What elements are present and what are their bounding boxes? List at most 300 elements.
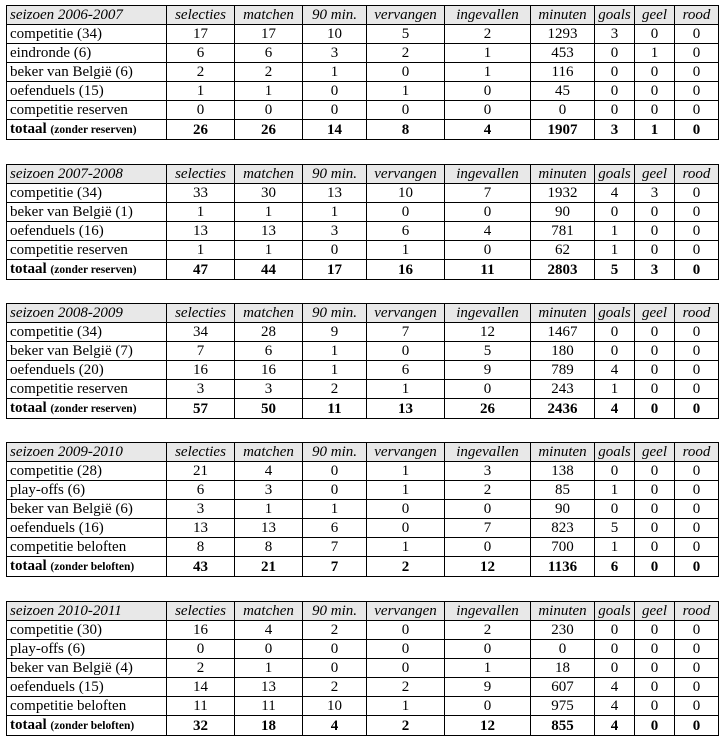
table-cell: 1 xyxy=(595,380,635,399)
table-cell: 1 xyxy=(235,659,303,678)
table-cell: 1 xyxy=(235,203,303,222)
table-cell: 5 xyxy=(445,342,531,361)
total-cell: 4 xyxy=(303,716,367,736)
table-cell: 0 xyxy=(367,500,445,519)
table-row xyxy=(7,481,719,500)
season-table xyxy=(6,601,719,736)
table-cell: 1 xyxy=(445,63,531,82)
table-cell: 0 xyxy=(635,462,675,481)
row-label: competitie (34) xyxy=(7,184,167,203)
table-row xyxy=(7,500,719,519)
table-cell: 5 xyxy=(595,519,635,538)
table-cell: 453 xyxy=(531,44,595,63)
total-cell: 47 xyxy=(167,260,235,280)
table-cell: 0 xyxy=(675,101,719,120)
table-cell: 0 xyxy=(235,101,303,120)
row-label: beker van België (1) xyxy=(7,203,167,222)
table-cell: 2 xyxy=(167,659,235,678)
column-header: minuten xyxy=(531,6,595,25)
total-cell: 8 xyxy=(367,120,445,140)
table-cell: 0 xyxy=(675,380,719,399)
column-header: 90 min. xyxy=(303,165,367,184)
total-cell: 16 xyxy=(367,260,445,280)
table-cell: 0 xyxy=(635,697,675,716)
table-cell: 781 xyxy=(531,222,595,241)
total-row xyxy=(7,557,719,577)
table-cell: 14 xyxy=(167,678,235,697)
table-cell: 0 xyxy=(635,82,675,101)
table-cell: 0 xyxy=(675,500,719,519)
table-cell: 0 xyxy=(635,203,675,222)
table-cell: 3 xyxy=(595,25,635,44)
season-header-row xyxy=(7,6,719,25)
row-label: oefenduels (15) xyxy=(7,678,167,697)
column-header: minuten xyxy=(531,443,595,462)
table-cell: 0 xyxy=(445,538,531,557)
total-label-cell xyxy=(7,716,167,736)
table-cell: 0 xyxy=(635,640,675,659)
table-cell: 1 xyxy=(167,82,235,101)
column-header: rood xyxy=(675,443,719,462)
table-cell: 16 xyxy=(167,361,235,380)
table-cell: 0 xyxy=(595,323,635,342)
table-cell: 0 xyxy=(635,519,675,538)
table-cell: 2 xyxy=(303,621,367,640)
table-cell: 0 xyxy=(595,659,635,678)
column-header: minuten xyxy=(531,602,595,621)
table-cell: 6 xyxy=(167,44,235,63)
total-cell: 5 xyxy=(595,260,635,280)
table-cell: 8 xyxy=(235,538,303,557)
table-cell: 180 xyxy=(531,342,595,361)
column-header: selecties xyxy=(167,602,235,621)
table-cell: 0 xyxy=(635,63,675,82)
table-cell: 6 xyxy=(235,44,303,63)
table-cell: 7 xyxy=(167,342,235,361)
season-title: seizoen 2010-2011 xyxy=(7,602,167,621)
total-cell: 4 xyxy=(595,716,635,736)
table-cell: 823 xyxy=(531,519,595,538)
column-header: vervangen xyxy=(367,165,445,184)
table-cell: 0 xyxy=(595,462,635,481)
season-table xyxy=(6,164,719,280)
table-cell: 0 xyxy=(675,222,719,241)
table-cell: 0 xyxy=(675,361,719,380)
table-row xyxy=(7,659,719,678)
table-row xyxy=(7,203,719,222)
table-cell: 789 xyxy=(531,361,595,380)
table-cell: 230 xyxy=(531,621,595,640)
table-cell: 0 xyxy=(445,82,531,101)
column-header: geel xyxy=(635,443,675,462)
table-cell: 0 xyxy=(531,101,595,120)
table-cell: 0 xyxy=(595,500,635,519)
total-cell: 7 xyxy=(303,557,367,577)
total-cell: 11 xyxy=(303,399,367,419)
table-cell: 30 xyxy=(235,184,303,203)
column-header: vervangen xyxy=(367,443,445,462)
column-header: geel xyxy=(635,304,675,323)
table-cell: 4 xyxy=(595,361,635,380)
table-cell: 0 xyxy=(675,697,719,716)
table-cell: 1 xyxy=(367,82,445,101)
row-label: beker van België (7) xyxy=(7,342,167,361)
column-header: 90 min. xyxy=(303,304,367,323)
table-cell: 0 xyxy=(303,82,367,101)
total-label-cell xyxy=(7,557,167,577)
table-cell: 0 xyxy=(445,640,531,659)
table-cell: 0 xyxy=(675,203,719,222)
table-cell: 13 xyxy=(167,519,235,538)
column-header: matchen xyxy=(235,443,303,462)
table-cell: 4 xyxy=(235,462,303,481)
table-cell: 0 xyxy=(445,697,531,716)
total-label-cell xyxy=(7,260,167,280)
total-label: totaal xyxy=(10,558,47,574)
table-cell: 0 xyxy=(367,659,445,678)
table-cell: 0 xyxy=(635,101,675,120)
table-cell: 0 xyxy=(675,44,719,63)
table-cell: 0 xyxy=(595,63,635,82)
table-cell: 85 xyxy=(531,481,595,500)
total-cell: 6 xyxy=(595,557,635,577)
total-cell: 2803 xyxy=(531,260,595,280)
total-cell: 4 xyxy=(595,399,635,419)
total-cell: 2 xyxy=(367,716,445,736)
column-header: rood xyxy=(675,602,719,621)
table-cell: 0 xyxy=(367,621,445,640)
table-cell: 0 xyxy=(445,203,531,222)
table-cell: 1 xyxy=(367,481,445,500)
total-cell: 50 xyxy=(235,399,303,419)
table-cell: 6 xyxy=(367,222,445,241)
table-cell: 2 xyxy=(235,63,303,82)
season-title: seizoen 2006-2007 xyxy=(7,6,167,25)
table-cell: 6 xyxy=(367,361,445,380)
table-cell: 0 xyxy=(595,342,635,361)
column-header: goals xyxy=(595,602,635,621)
table-cell: 10 xyxy=(303,25,367,44)
table-cell: 6 xyxy=(235,342,303,361)
column-header: matchen xyxy=(235,165,303,184)
column-header: minuten xyxy=(531,165,595,184)
season-header-row xyxy=(7,165,719,184)
table-cell: 4 xyxy=(445,222,531,241)
table-cell: 0 xyxy=(445,241,531,260)
table-cell: 0 xyxy=(303,481,367,500)
season-header-row xyxy=(7,304,719,323)
season-table xyxy=(6,442,719,577)
table-cell: 7 xyxy=(367,323,445,342)
column-header: rood xyxy=(675,304,719,323)
total-cell: 0 xyxy=(675,399,719,419)
table-cell: 34 xyxy=(167,323,235,342)
table-cell: 11 xyxy=(235,697,303,716)
total-cell: 44 xyxy=(235,260,303,280)
table-row xyxy=(7,323,719,342)
table-cell: 0 xyxy=(235,640,303,659)
total-cell: 14 xyxy=(303,120,367,140)
table-cell: 0 xyxy=(595,621,635,640)
table-cell: 0 xyxy=(635,380,675,399)
column-header: goals xyxy=(595,443,635,462)
column-header: selecties xyxy=(167,304,235,323)
table-row xyxy=(7,82,719,101)
table-cell: 13 xyxy=(167,222,235,241)
total-cell: 18 xyxy=(235,716,303,736)
table-cell: 90 xyxy=(531,203,595,222)
table-cell: 0 xyxy=(675,342,719,361)
table-cell: 0 xyxy=(367,519,445,538)
table-cell: 7 xyxy=(303,538,367,557)
table-cell: 0 xyxy=(675,640,719,659)
row-label: competitie reserven xyxy=(7,241,167,260)
table-cell: 13 xyxy=(235,519,303,538)
table-cell: 16 xyxy=(235,361,303,380)
season-header-row xyxy=(7,602,719,621)
table-cell: 2 xyxy=(445,25,531,44)
table-row xyxy=(7,538,719,557)
table-cell: 5 xyxy=(367,25,445,44)
table-cell: 0 xyxy=(595,82,635,101)
table-cell: 0 xyxy=(675,184,719,203)
table-cell: 243 xyxy=(531,380,595,399)
table-cell: 0 xyxy=(675,462,719,481)
table-row xyxy=(7,222,719,241)
table-cell: 1 xyxy=(445,659,531,678)
table-cell: 0 xyxy=(675,519,719,538)
table-cell: 0 xyxy=(167,101,235,120)
table-cell: 0 xyxy=(595,101,635,120)
total-label: totaal xyxy=(10,717,47,733)
table-cell: 0 xyxy=(675,659,719,678)
row-label: competitie reserven xyxy=(7,380,167,399)
total-cell: 32 xyxy=(167,716,235,736)
table-cell: 0 xyxy=(635,25,675,44)
total-cell: 1136 xyxy=(531,557,595,577)
total-label-cell xyxy=(7,120,167,140)
table-cell: 0 xyxy=(367,342,445,361)
table-cell: 0 xyxy=(595,203,635,222)
table-cell: 3 xyxy=(235,380,303,399)
table-cell: 0 xyxy=(303,101,367,120)
row-label: eindronde (6) xyxy=(7,44,167,63)
season-header-row xyxy=(7,443,719,462)
table-row xyxy=(7,184,719,203)
table-cell: 0 xyxy=(675,678,719,697)
column-header: rood xyxy=(675,6,719,25)
column-header: geel xyxy=(635,602,675,621)
table-row xyxy=(7,640,719,659)
total-cell: 13 xyxy=(367,399,445,419)
table-cell: 33 xyxy=(167,184,235,203)
table-row xyxy=(7,25,719,44)
table-cell: 13 xyxy=(235,678,303,697)
total-note: (zonder reserven) xyxy=(50,264,137,276)
total-cell: 0 xyxy=(675,260,719,280)
table-cell: 1 xyxy=(303,63,367,82)
table-cell: 4 xyxy=(595,184,635,203)
table-cell: 0 xyxy=(167,640,235,659)
table-cell: 0 xyxy=(675,241,719,260)
total-cell: 0 xyxy=(635,716,675,736)
total-cell: 57 xyxy=(167,399,235,419)
table-cell: 0 xyxy=(595,640,635,659)
table-cell: 1 xyxy=(445,44,531,63)
table-cell: 3 xyxy=(167,380,235,399)
total-cell: 0 xyxy=(635,399,675,419)
table-cell: 0 xyxy=(303,659,367,678)
table-cell: 6 xyxy=(167,481,235,500)
row-label: oefenduels (15) xyxy=(7,82,167,101)
table-cell: 18 xyxy=(531,659,595,678)
total-cell: 12 xyxy=(445,716,531,736)
column-header: vervangen xyxy=(367,304,445,323)
table-cell: 0 xyxy=(675,63,719,82)
table-cell: 1 xyxy=(367,538,445,557)
table-cell: 2 xyxy=(303,678,367,697)
table-cell: 17 xyxy=(167,25,235,44)
total-cell: 0 xyxy=(675,120,719,140)
season-table xyxy=(6,5,719,140)
table-row xyxy=(7,342,719,361)
table-cell: 3 xyxy=(445,462,531,481)
column-header: rood xyxy=(675,165,719,184)
total-note: (zonder reserven) xyxy=(50,403,137,415)
total-label: totaal xyxy=(10,261,47,277)
total-cell: 12 xyxy=(445,557,531,577)
table-cell: 0 xyxy=(635,500,675,519)
table-cell: 1 xyxy=(167,203,235,222)
table-cell: 1 xyxy=(635,44,675,63)
table-row xyxy=(7,361,719,380)
table-cell: 1293 xyxy=(531,25,595,44)
table-cell: 2 xyxy=(303,380,367,399)
table-cell: 0 xyxy=(675,538,719,557)
table-cell: 0 xyxy=(675,25,719,44)
table-cell: 9 xyxy=(445,361,531,380)
table-cell: 0 xyxy=(445,500,531,519)
table-cell: 1467 xyxy=(531,323,595,342)
table-cell: 0 xyxy=(303,462,367,481)
table-cell: 10 xyxy=(303,697,367,716)
table-cell: 28 xyxy=(235,323,303,342)
table-cell: 1 xyxy=(367,241,445,260)
row-label: competitie (28) xyxy=(7,462,167,481)
total-note: (zonder reserven) xyxy=(50,124,137,136)
table-cell: 2 xyxy=(445,481,531,500)
total-note: (zonder beloften) xyxy=(50,720,135,732)
table-cell: 6 xyxy=(303,519,367,538)
table-row xyxy=(7,101,719,120)
season-title: seizoen 2008-2009 xyxy=(7,304,167,323)
total-cell: 26 xyxy=(235,120,303,140)
table-cell: 0 xyxy=(635,659,675,678)
table-cell: 2 xyxy=(445,621,531,640)
table-cell: 0 xyxy=(445,101,531,120)
table-cell: 0 xyxy=(367,63,445,82)
table-cell: 0 xyxy=(635,361,675,380)
table-row xyxy=(7,44,719,63)
table-cell: 0 xyxy=(675,621,719,640)
row-label: beker van België (6) xyxy=(7,63,167,82)
total-cell: 0 xyxy=(675,716,719,736)
row-label: competitie reserven xyxy=(7,101,167,120)
table-cell: 1 xyxy=(167,241,235,260)
total-cell: 0 xyxy=(675,557,719,577)
table-cell: 4 xyxy=(595,697,635,716)
column-header: selecties xyxy=(167,6,235,25)
column-header: geel xyxy=(635,165,675,184)
table-row xyxy=(7,241,719,260)
total-label: totaal xyxy=(10,400,47,416)
table-cell: 0 xyxy=(635,538,675,557)
column-header: vervangen xyxy=(367,602,445,621)
row-label: competitie (34) xyxy=(7,25,167,44)
total-cell: 0 xyxy=(635,557,675,577)
column-header: goals xyxy=(595,6,635,25)
table-cell: 1 xyxy=(367,462,445,481)
column-header: selecties xyxy=(167,165,235,184)
table-row xyxy=(7,697,719,716)
season-table xyxy=(6,303,719,419)
total-cell: 1 xyxy=(635,120,675,140)
total-cell: 2436 xyxy=(531,399,595,419)
table-cell: 21 xyxy=(167,462,235,481)
column-header: goals xyxy=(595,165,635,184)
table-cell: 16 xyxy=(167,621,235,640)
row-label: oefenduels (16) xyxy=(7,222,167,241)
table-cell: 1 xyxy=(235,500,303,519)
table-cell: 11 xyxy=(167,697,235,716)
table-cell: 0 xyxy=(635,241,675,260)
column-header: matchen xyxy=(235,602,303,621)
table-cell: 1 xyxy=(595,481,635,500)
table-cell: 0 xyxy=(635,222,675,241)
table-cell: 62 xyxy=(531,241,595,260)
table-row xyxy=(7,462,719,481)
column-header: vervangen xyxy=(367,6,445,25)
table-cell: 3 xyxy=(167,500,235,519)
table-cell: 1 xyxy=(303,500,367,519)
column-header: geel xyxy=(635,6,675,25)
table-cell: 0 xyxy=(675,481,719,500)
total-note: (zonder beloften) xyxy=(50,561,135,573)
table-cell: 4 xyxy=(595,678,635,697)
column-header: matchen xyxy=(235,6,303,25)
table-cell: 1932 xyxy=(531,184,595,203)
row-label: oefenduels (20) xyxy=(7,361,167,380)
row-label: competitie (34) xyxy=(7,323,167,342)
table-cell: 0 xyxy=(367,640,445,659)
table-cell: 13 xyxy=(303,184,367,203)
total-row xyxy=(7,120,719,140)
total-cell: 26 xyxy=(167,120,235,140)
table-cell: 0 xyxy=(445,380,531,399)
row-label: oefenduels (16) xyxy=(7,519,167,538)
total-cell: 17 xyxy=(303,260,367,280)
table-cell: 9 xyxy=(445,678,531,697)
total-row xyxy=(7,399,719,419)
table-cell: 1 xyxy=(235,241,303,260)
column-header: ingevallen xyxy=(445,6,531,25)
table-cell: 1 xyxy=(595,538,635,557)
row-label: competitie beloften xyxy=(7,697,167,716)
table-row xyxy=(7,621,719,640)
table-cell: 7 xyxy=(445,184,531,203)
total-cell: 26 xyxy=(445,399,531,419)
column-header: 90 min. xyxy=(303,443,367,462)
